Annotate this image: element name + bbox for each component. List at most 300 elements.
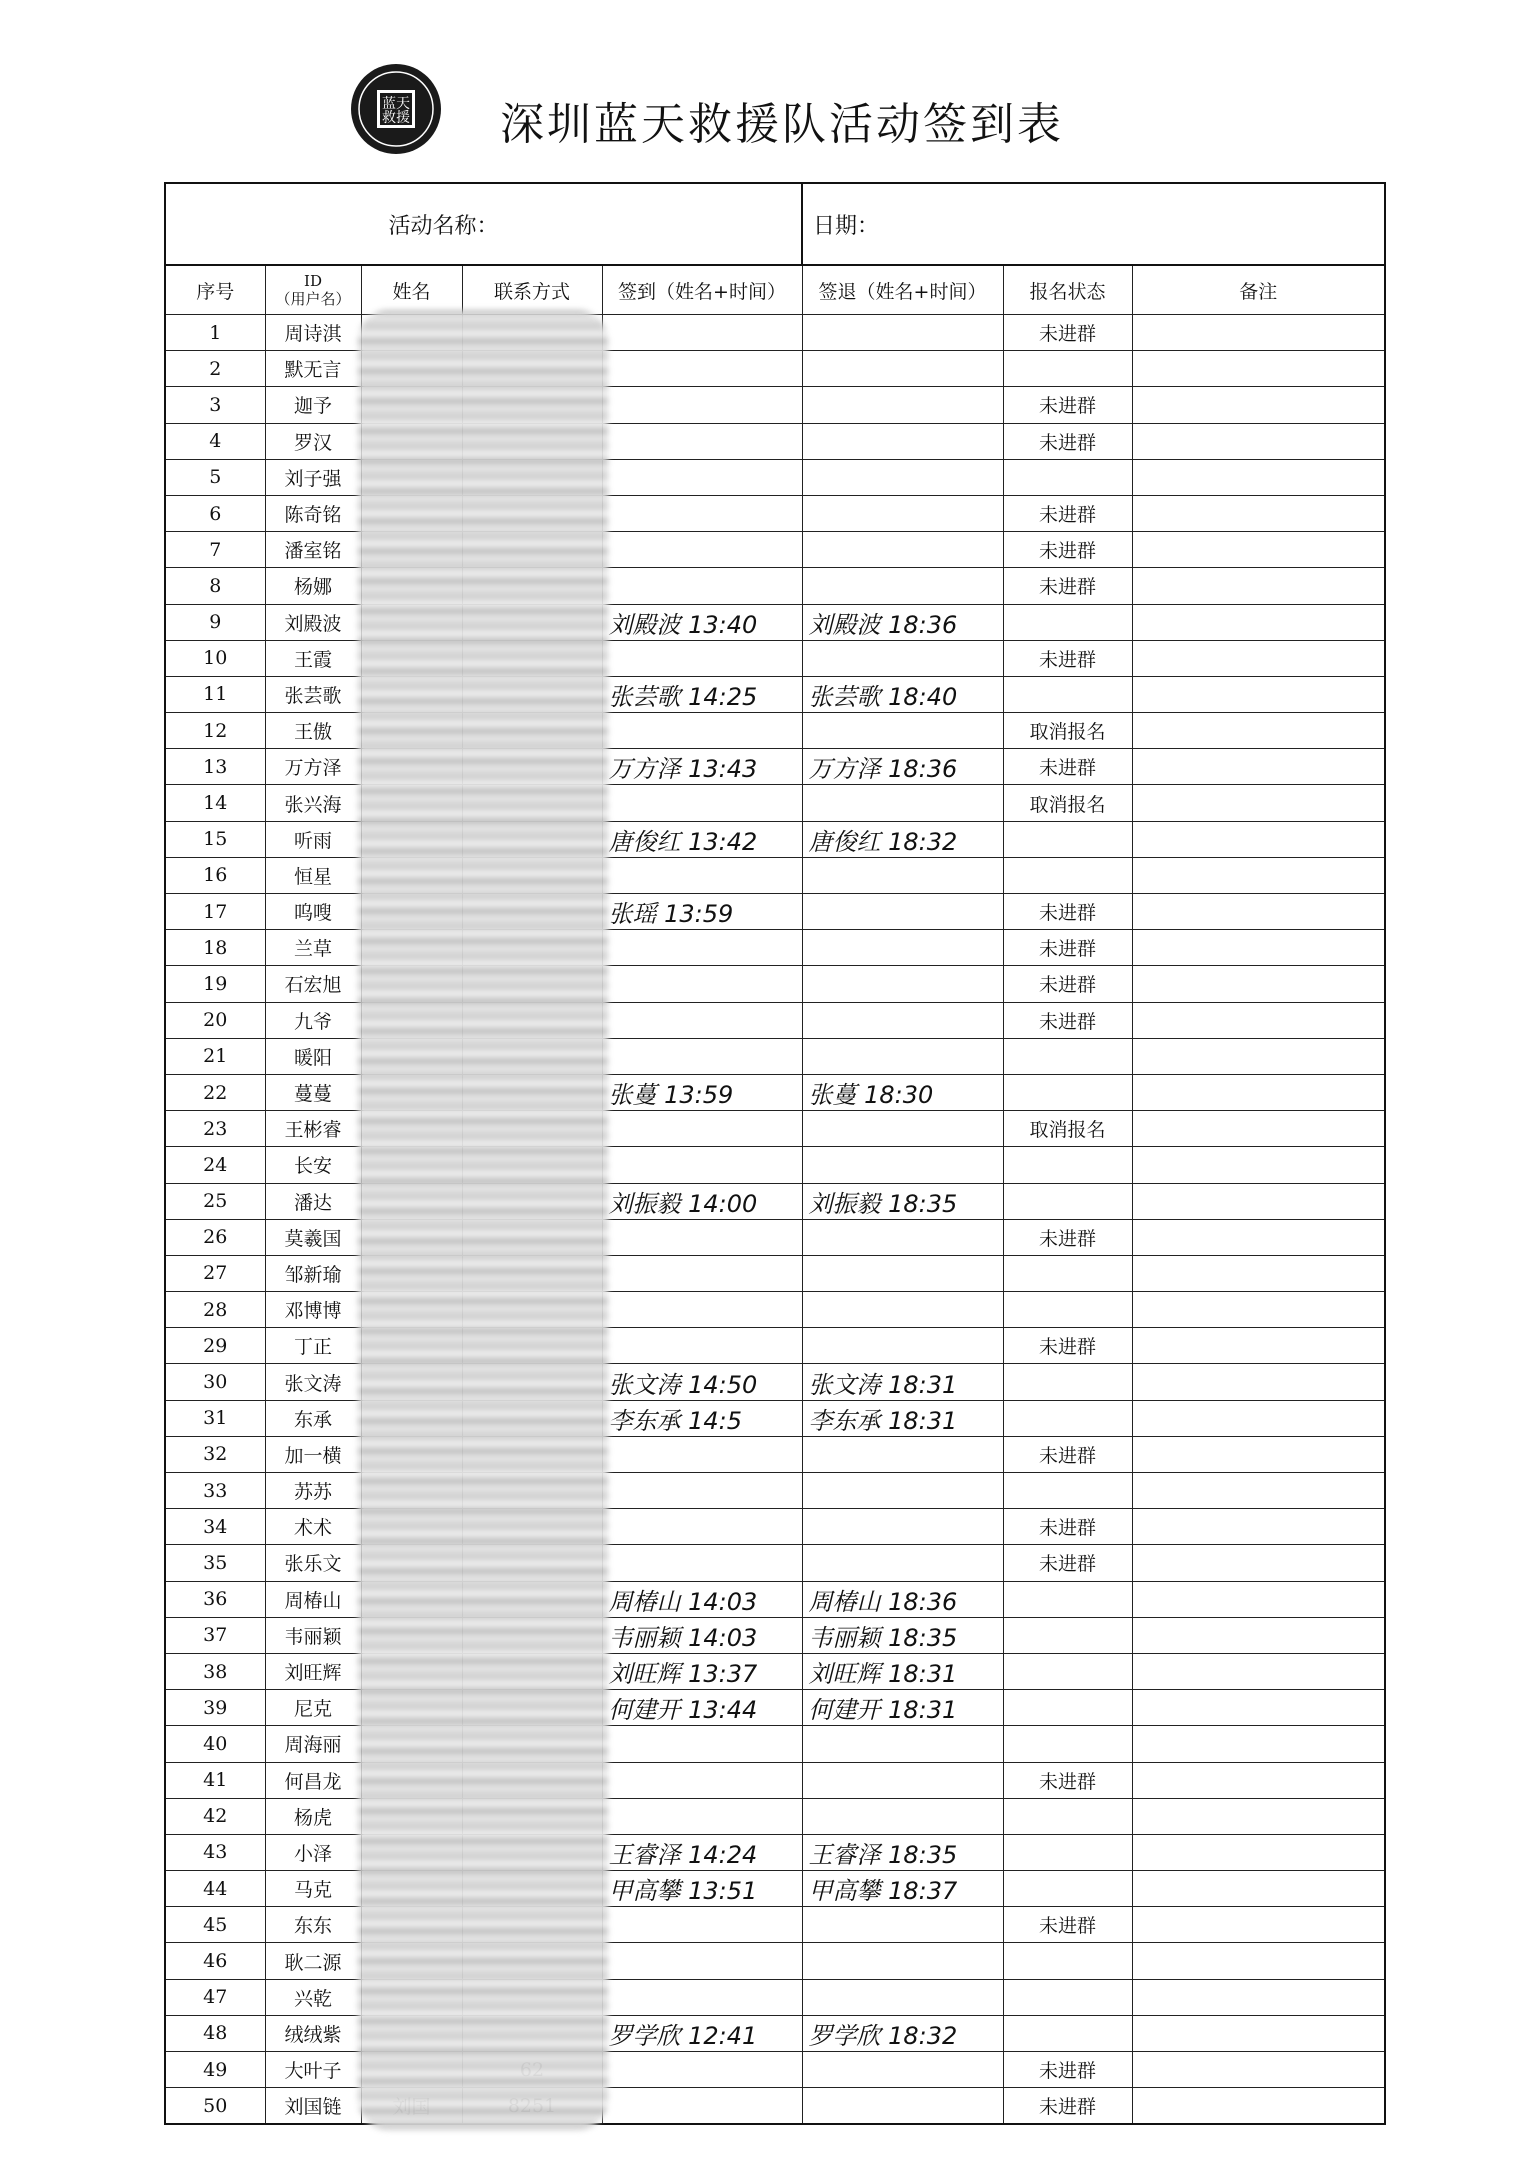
cell-signin: 何建开 13:44 [602,1690,802,1726]
cell-signout: 张芸歌 18:40 [802,676,1003,712]
cell-seq: 46 [166,1943,265,1979]
cell-signout [802,351,1003,387]
cell-note [1132,1038,1384,1074]
privacy-blur-region [358,310,608,2130]
cell-status: 未进群 [1003,423,1132,459]
cell-note [1132,1834,1384,1870]
cell-seq: 36 [166,1581,265,1617]
cell-signout [802,894,1003,930]
cell-id: 张兴海 [265,785,361,821]
cell-id: 丁正 [265,1328,361,1364]
cell-signin: 张文涛 14:50 [602,1364,802,1400]
table-row [166,1834,1384,1870]
cell-seq: 31 [166,1400,265,1436]
cell-id: 张文涛 [265,1364,361,1400]
cell-signin [602,1219,802,1255]
cell-signout [802,568,1003,604]
cell-note [1132,1219,1384,1255]
cell-signin [602,423,802,459]
cell-status [1003,1690,1132,1726]
table-row [166,1364,1384,1400]
cell-status: 未进群 [1003,1436,1132,1472]
cell-status: 未进群 [1003,1219,1132,1255]
cell-status [1003,1617,1132,1653]
cell-signout [802,1038,1003,1074]
cell-note [1132,1726,1384,1762]
table-row [166,1219,1384,1255]
cell-signin [602,1292,802,1328]
cell-note [1132,1002,1384,1038]
cell-note [1132,495,1384,531]
cell-note [1132,1762,1384,1798]
cell-id: 长安 [265,1147,361,1183]
cell-seq: 35 [166,1545,265,1581]
activity-info-row [166,184,1384,266]
cell-seq: 28 [166,1292,265,1328]
cell-status: 未进群 [1003,749,1132,785]
cell-seq: 23 [166,1111,265,1147]
cell-status: 未进群 [1003,1545,1132,1581]
cell-seq: 30 [166,1364,265,1400]
cell-id: 罗汉 [265,423,361,459]
cell-signout [802,1147,1003,1183]
cell-status [1003,1255,1132,1291]
cell-note [1132,1545,1384,1581]
cell-note [1132,2015,1384,2051]
cell-signout [802,1111,1003,1147]
table-row [166,930,1384,966]
cell-note [1132,1943,1384,1979]
cell-status [1003,1183,1132,1219]
cell-signin [602,459,802,495]
cell-note [1132,1255,1384,1291]
cell-id: 大叶子 [265,2052,361,2088]
cell-status: 取消报名 [1003,1111,1132,1147]
table-row [166,676,1384,712]
cell-status: 未进群 [1003,894,1132,930]
cell-status: 未进群 [1003,2088,1132,2124]
cell-id: 蔓蔓 [265,1074,361,1110]
cell-id: 兴乾 [265,1979,361,2015]
cell-status [1003,1581,1132,1617]
cell-seq: 4 [166,423,265,459]
cell-status [1003,1074,1132,1110]
cell-signin [602,1979,802,2015]
cell-note [1132,1979,1384,2015]
col-signin: 签到（姓名+时间） [602,266,802,315]
cell-id: 石宏旭 [265,966,361,1002]
cell-seq: 48 [166,2015,265,2051]
cell-signout: 张蔓 18:30 [802,1074,1003,1110]
table-row [166,423,1384,459]
cell-id: 周诗淇 [265,315,361,351]
cell-signout [802,1473,1003,1509]
cell-signout [802,2052,1003,2088]
cell-signout [802,2088,1003,2124]
cell-status [1003,1943,1132,1979]
cell-id: 周海丽 [265,1726,361,1762]
cell-seq: 25 [166,1183,265,1219]
cell-signout [802,1002,1003,1038]
cell-seq: 32 [166,1436,265,1472]
table-row [166,532,1384,568]
table-row [166,1545,1384,1581]
cell-status: 取消报名 [1003,785,1132,821]
cell-note [1132,1328,1384,1364]
cell-status [1003,351,1132,387]
cell-status: 未进群 [1003,1509,1132,1545]
cell-seq: 15 [166,821,265,857]
cell-signout: 王睿泽 18:35 [802,1834,1003,1870]
table-row [166,1473,1384,1509]
cell-signin [602,1907,802,1943]
cell-id: 听雨 [265,821,361,857]
cell-signin [602,351,802,387]
cell-id: 东东 [265,1907,361,1943]
cell-signout: 韦丽颖 18:35 [802,1617,1003,1653]
cell-signout [802,532,1003,568]
cell-signout: 甲高攀 18:37 [802,1871,1003,1907]
cell-signout: 唐俊红 18:32 [802,821,1003,857]
table-row [166,1798,1384,1834]
cell-signout [802,1979,1003,2015]
cell-id: 加一横 [265,1436,361,1472]
cell-id: 王霞 [265,640,361,676]
cell-signin [602,857,802,893]
cell-signout: 刘旺辉 18:31 [802,1653,1003,1689]
cell-signin [602,930,802,966]
col-note: 备注 [1132,266,1384,315]
cell-seq: 38 [166,1653,265,1689]
cell-signin [602,785,802,821]
table-row [166,894,1384,930]
cell-seq: 24 [166,1147,265,1183]
cell-signin [602,1473,802,1509]
table-row [166,568,1384,604]
table-row [166,1943,1384,1979]
table-row [166,351,1384,387]
cell-note [1132,640,1384,676]
cell-note [1132,1581,1384,1617]
cell-note [1132,351,1384,387]
cell-signin [602,532,802,568]
cell-id: 苏苏 [265,1473,361,1509]
cell-seq: 40 [166,1726,265,1762]
table-row [166,1328,1384,1364]
table-row [166,495,1384,531]
cell-status: 未进群 [1003,640,1132,676]
cell-note [1132,676,1384,712]
cell-status [1003,1473,1132,1509]
cell-id: 邓博博 [265,1292,361,1328]
svg-text:蓝天: 蓝天 [382,96,410,112]
table-row [166,459,1384,495]
cell-seq: 13 [166,749,265,785]
cell-signout [802,423,1003,459]
cell-signin [602,1545,802,1581]
cell-status: 未进群 [1003,1762,1132,1798]
cell-signin [602,2088,802,2124]
cell-note [1132,315,1384,351]
cell-id: 陈奇铭 [265,495,361,531]
cell-signout [802,857,1003,893]
cell-signin: 张蔓 13:59 [602,1074,802,1110]
attendance-table [166,266,1384,2123]
cell-signout: 万方泽 18:36 [802,749,1003,785]
cell-status: 未进群 [1003,568,1132,604]
cell-seq: 41 [166,1762,265,1798]
cell-seq: 18 [166,930,265,966]
cell-status [1003,676,1132,712]
cell-note [1132,1473,1384,1509]
cell-status: 未进群 [1003,495,1132,531]
cell-seq: 20 [166,1002,265,1038]
cell-status: 取消报名 [1003,713,1132,749]
cell-note [1132,1871,1384,1907]
cell-signout [802,1292,1003,1328]
cell-signout [802,1726,1003,1762]
cell-signout [802,930,1003,966]
table-row [166,1871,1384,1907]
table-row [166,604,1384,640]
cell-status [1003,604,1132,640]
cell-note [1132,1907,1384,1943]
cell-seq: 17 [166,894,265,930]
cell-seq: 3 [166,387,265,423]
cell-note [1132,1400,1384,1436]
table-row [166,1726,1384,1762]
cell-signin: 张瑶 13:59 [602,894,802,930]
col-id-sub: （用户名） [275,290,351,308]
cell-note [1132,1147,1384,1183]
cell-seq: 14 [166,785,265,821]
cell-note [1132,423,1384,459]
cell-seq: 26 [166,1219,265,1255]
cell-signin: 刘殿波 13:40 [602,604,802,640]
table-row [166,821,1384,857]
cell-id: 暖阳 [265,1038,361,1074]
cell-status [1003,857,1132,893]
cell-seq: 6 [166,495,265,531]
cell-seq: 16 [166,857,265,893]
cell-id: 万方泽 [265,749,361,785]
cell-seq: 12 [166,713,265,749]
cell-signout: 周椿山 18:36 [802,1581,1003,1617]
cell-signin [602,1509,802,1545]
cell-note [1132,1074,1384,1110]
cell-status: 未进群 [1003,1907,1132,1943]
table-row [166,1074,1384,1110]
cell-note [1132,568,1384,604]
cell-id: 杨娜 [265,568,361,604]
cell-signin: 唐俊红 13:42 [602,821,802,857]
cell-signin [602,1147,802,1183]
col-id [265,266,361,315]
cell-signin: 周椿山 14:03 [602,1581,802,1617]
cell-id: 张芸歌 [265,676,361,712]
cell-note [1132,1111,1384,1147]
cell-status [1003,1038,1132,1074]
cell-signin: 刘振毅 14:00 [602,1183,802,1219]
cell-seq: 10 [166,640,265,676]
cell-seq: 29 [166,1328,265,1364]
cell-id: 呜嗖 [265,894,361,930]
cell-signout [802,315,1003,351]
table-row [166,1002,1384,1038]
cell-signin [602,1002,802,1038]
cell-note [1132,387,1384,423]
table-row [166,713,1384,749]
cell-seq: 47 [166,1979,265,2015]
cell-id: 默无言 [265,351,361,387]
cell-id: 马克 [265,1871,361,1907]
cell-status: 未进群 [1003,1328,1132,1364]
cell-seq: 50 [166,2088,265,2124]
cell-id: 小泽 [265,1834,361,1870]
table-row [166,1581,1384,1617]
cell-status [1003,1147,1132,1183]
cell-status: 未进群 [1003,1002,1132,1038]
activity-name-field[interactable]: 活动名称： [166,184,803,264]
cell-status [1003,1364,1132,1400]
cell-id: 韦丽颖 [265,1617,361,1653]
cell-signin: 刘旺辉 13:37 [602,1653,802,1689]
cell-signin: 张芸歌 14:25 [602,676,802,712]
col-seq: 序号 [166,266,265,315]
cell-signin [602,1436,802,1472]
cell-signout [802,713,1003,749]
cell-status: 未进群 [1003,315,1132,351]
table-row [166,1038,1384,1074]
cell-status [1003,1834,1132,1870]
cell-signout [802,1436,1003,1472]
cell-status: 未进群 [1003,387,1132,423]
table-row [166,315,1384,351]
cell-signout [802,387,1003,423]
cell-signin [602,1038,802,1074]
cell-seq: 1 [166,315,265,351]
cell-signin: 罗学欣 12:41 [602,2015,802,2051]
cell-note [1132,2088,1384,2124]
cell-id: 邹新瑜 [265,1255,361,1291]
table-row [166,1255,1384,1291]
cell-signout [802,1798,1003,1834]
cell-seq: 5 [166,459,265,495]
cell-signin [602,315,802,351]
cell-seq: 44 [166,1871,265,1907]
cell-seq: 43 [166,1834,265,1870]
cell-id: 莫羲国 [265,1219,361,1255]
cell-id: 恒星 [265,857,361,893]
cell-note [1132,966,1384,1002]
cell-id: 王傲 [265,713,361,749]
cell-seq: 33 [166,1473,265,1509]
cell-signin [602,1726,802,1762]
cell-signout: 张文涛 18:31 [802,1364,1003,1400]
cell-seq: 39 [166,1690,265,1726]
cell-signin [602,713,802,749]
svg-text:救援: 救援 [382,110,410,126]
cell-signin: 甲高攀 13:51 [602,1871,802,1907]
sign-in-sheet [164,182,1386,2125]
table-row [166,749,1384,785]
cell-signin [602,495,802,531]
cell-seq: 45 [166,1907,265,1943]
cell-signout [802,1762,1003,1798]
cell-signin [602,966,802,1002]
cell-note [1132,821,1384,857]
table-row [166,1436,1384,1472]
cell-signin [602,1943,802,1979]
cell-note [1132,1509,1384,1545]
col-contact: 联系方式 [462,266,602,315]
cell-note [1132,459,1384,495]
cell-note [1132,749,1384,785]
cell-id: 刘殿波 [265,604,361,640]
cell-signin: 韦丽颖 14:03 [602,1617,802,1653]
cell-id: 刘国链 [265,2088,361,2124]
cell-signin [602,1798,802,1834]
table-row [166,1617,1384,1653]
cell-note [1132,1292,1384,1328]
cell-signin [602,640,802,676]
cell-id: 术术 [265,1509,361,1545]
cell-signin [602,1328,802,1364]
date-field[interactable]: 日期： [813,213,880,239]
cell-seq: 11 [166,676,265,712]
table-row [166,1183,1384,1219]
cell-note [1132,604,1384,640]
cell-seq: 7 [166,532,265,568]
col-id-top: ID [304,272,322,290]
cell-signout [802,495,1003,531]
cell-id: 张乐文 [265,1545,361,1581]
cell-note [1132,1436,1384,1472]
cell-status [1003,459,1132,495]
cell-status: 未进群 [1003,2052,1132,2088]
cell-id: 尼克 [265,1690,361,1726]
cell-signout [802,1255,1003,1291]
cell-seq: 21 [166,1038,265,1074]
table-row [166,2052,1384,2088]
cell-seq: 42 [166,1798,265,1834]
cell-signout: 何建开 18:31 [802,1690,1003,1726]
cell-seq: 19 [166,966,265,1002]
cell-signout [802,1328,1003,1364]
cell-status [1003,1292,1132,1328]
cell-signin [602,2052,802,2088]
cell-signout [802,966,1003,1002]
cell-note [1132,1798,1384,1834]
cell-note [1132,930,1384,966]
cell-status: 未进群 [1003,532,1132,568]
cell-note [1132,857,1384,893]
cell-signin [602,1255,802,1291]
table-row [166,1762,1384,1798]
cell-note [1132,2052,1384,2088]
cell-status [1003,2015,1132,2051]
cell-signin [602,1111,802,1147]
cell-note [1132,1617,1384,1653]
cell-signin [602,1762,802,1798]
cell-signin: 李东承 14:5 [602,1400,802,1436]
table-row [166,387,1384,423]
table-row [166,1979,1384,2015]
cell-signout: 刘殿波 18:36 [802,604,1003,640]
team-logo [349,62,443,156]
cell-id: 王彬睿 [265,1111,361,1147]
cell-signout [802,785,1003,821]
